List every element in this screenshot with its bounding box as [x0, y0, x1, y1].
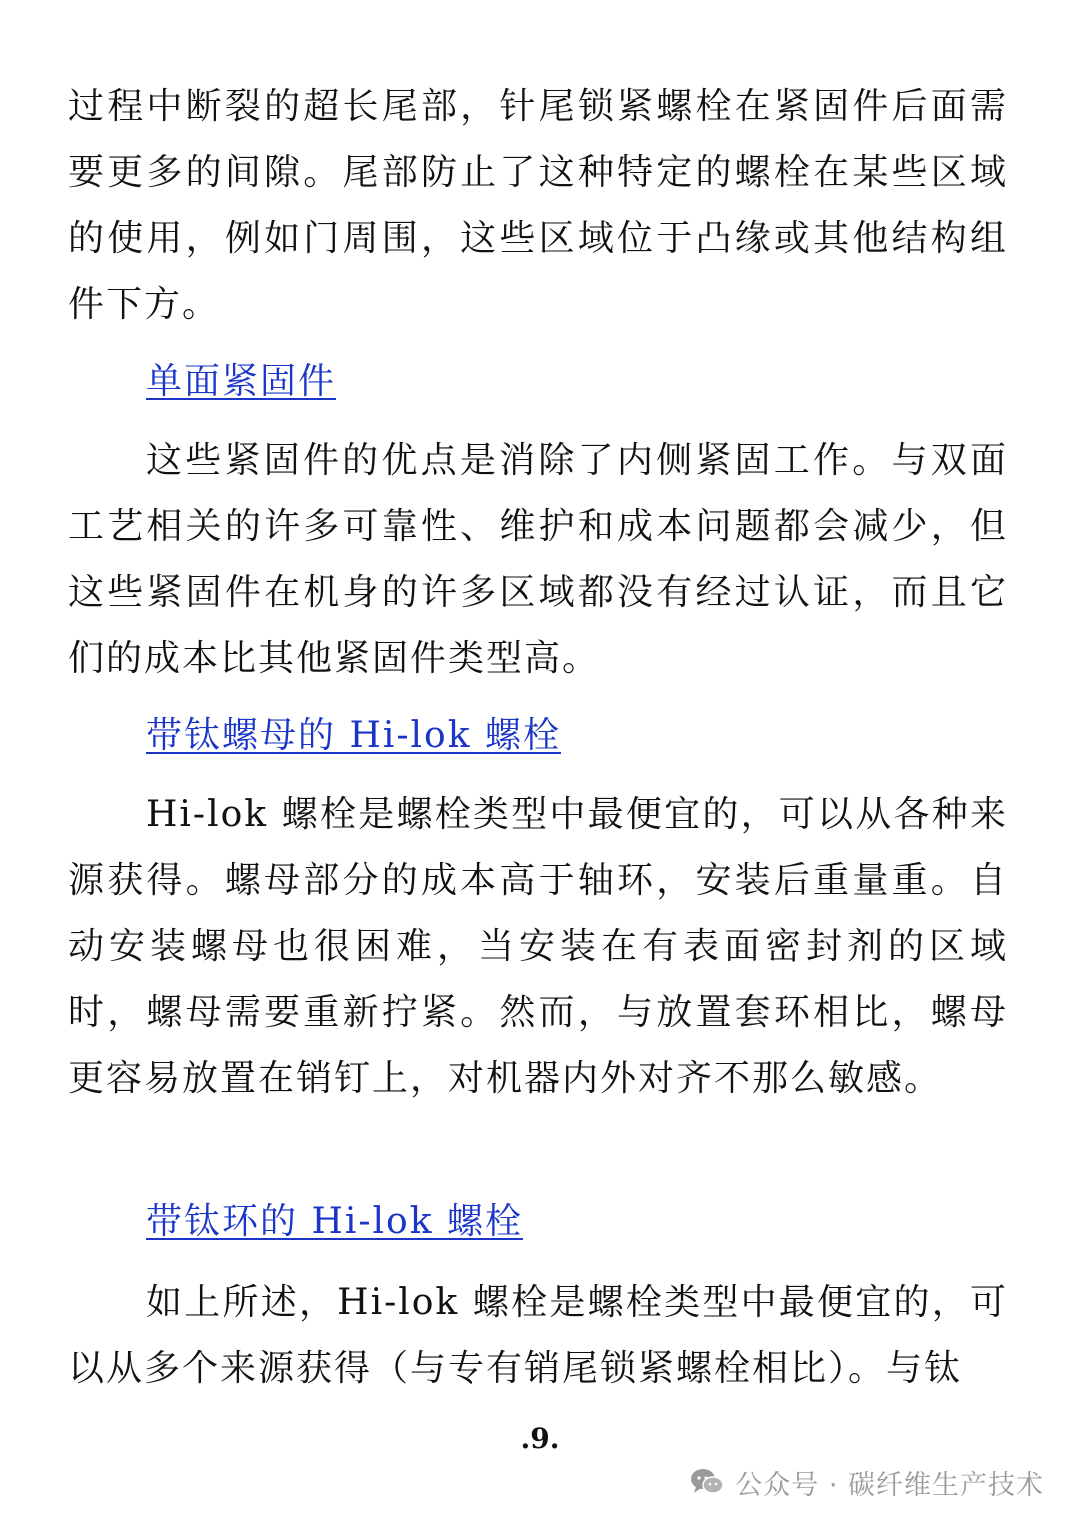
paragraph-single-sided-advantages: 这些紧固件的优点是消除了内侧紧固工作。与双面工艺相关的许多可靠性、维护和成本问题都会减少，但这些紧固件在机身的许多区域都没有经过认证，而且它们的成本比其他紧固件类型高。 — [68, 440, 1008, 679]
paragraph-hilok-collar-details: 如上所述，Hi-lok 螺栓是螺栓类型中最便宜的，可以从多个来源获得（与专有销尾锁紧螺栓相比）。与钛 — [68, 1282, 1008, 1389]
watermark — [689, 1462, 1044, 1502]
paragraph-fastener-tail-clearance: 过程中断裂的超长尾部，针尾锁紧螺栓在紧固件后面需要更多的间隙。尾部防止了这种特定的螺栓在某些区域的使用，例如门周围，这些区域位于凸缘或其他结构组件下方。 — [68, 86, 1008, 325]
wechat-icon — [689, 1467, 725, 1497]
heading-single-sided-fasteners[interactable]: 单面紧固件 — [146, 361, 337, 402]
page-number: .9. — [520, 1422, 560, 1455]
heading-hilok-titanium-nut[interactable]: 带钛螺母的 Hi-lok 螺栓 — [146, 715, 561, 756]
paragraph-hilok-nut-details: Hi-lok 螺栓是螺栓类型中最便宜的，可以从各种来源获得。螺母部分的成本高于轴环，安装后重量重。自动安装螺母也很困难，当安装在有表面密封剂的区域时，螺母需要重新拧紧。然而，与放置套环相比，螺母更容易放置在销钉上，对机器内外对齐不那么敏感。 — [68, 794, 1008, 1099]
watermark-text: 公众号 · 碳纤维生产技术 — [735, 1469, 1044, 1501]
heading-hilok-titanium-collar[interactable]: 带钛环的 Hi-lok 螺栓 — [146, 1201, 523, 1242]
